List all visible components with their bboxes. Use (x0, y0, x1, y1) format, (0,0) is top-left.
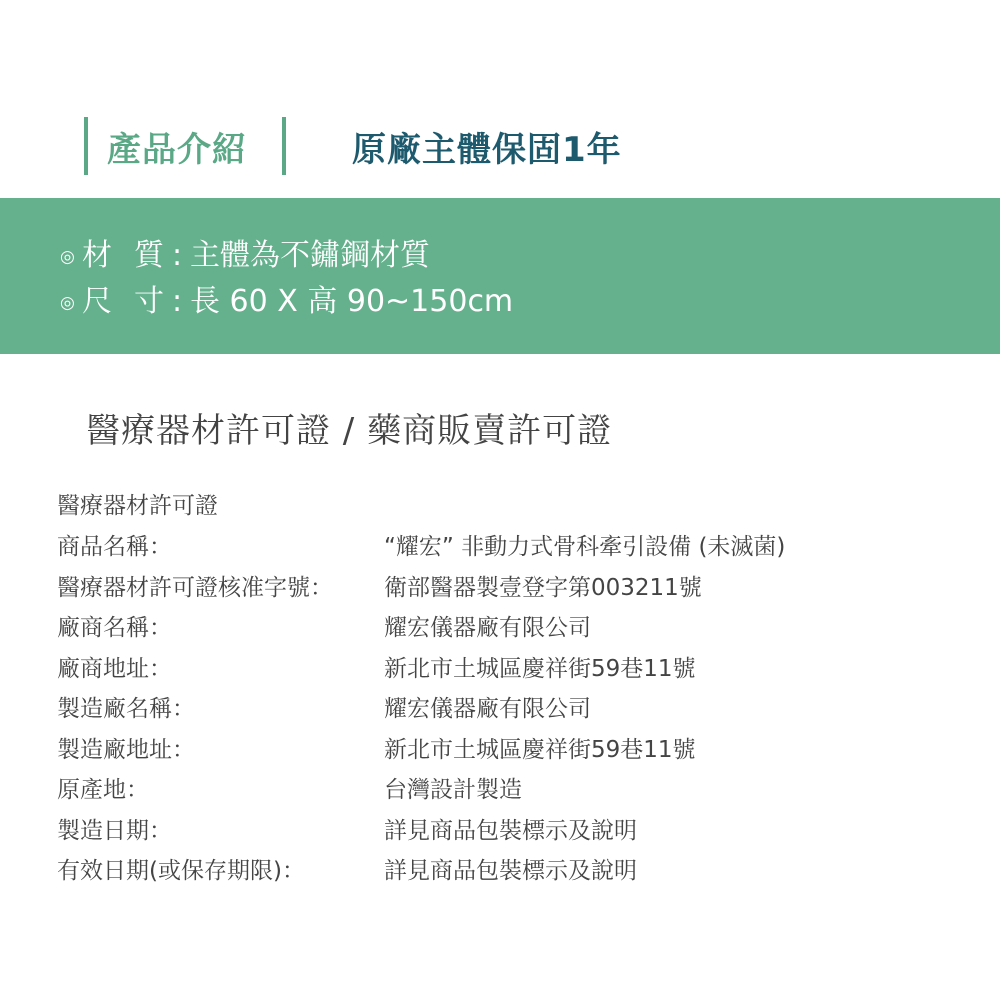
license-key: 廠商名稱： (57, 615, 172, 641)
license-key: 製造廠地址： (57, 737, 195, 763)
spec-band (0, 198, 1000, 354)
license-value: 新北市土城區慶祥街59巷11號 (384, 737, 696, 763)
spec-value: 主體為不鏽鋼材質 (190, 238, 430, 273)
license-value: 詳見商品包裝標示及說明 (384, 818, 637, 844)
license-key: 有效日期(或保存期限)： (57, 858, 305, 884)
spec-row-material (60, 236, 430, 277)
spec-colon: : (171, 284, 183, 319)
license-value: 耀宏儀器廠有限公司 (384, 615, 591, 641)
license-value: “耀宏” 非動力式骨科牽引設備 (未滅菌) (384, 534, 786, 560)
license-key: 製造日期： (57, 818, 172, 844)
license-key: 製造廠名稱： (57, 696, 195, 722)
warranty-title: 原廠主體保固1年 (352, 130, 622, 170)
spec-row-size (60, 282, 513, 323)
license-key: 商品名稱： (57, 534, 172, 560)
license-value: 新北市土城區慶祥街59巷11號 (384, 656, 696, 682)
license-section-title: 醫療器材許可證 / 藥商販賣許可證 (86, 411, 613, 451)
spec-label: 尺 寸 (82, 284, 164, 319)
spec-colon: : (171, 238, 183, 273)
license-heading: 醫療器材許可證 (57, 493, 218, 519)
license-value: 衛部醫器製壹登字第003211號 (384, 575, 702, 601)
bullet-icon: ◎ (60, 293, 75, 313)
spec-value: 長 60 X 高 90~150cm (190, 284, 514, 319)
license-value: 台灣設計製造 (384, 777, 522, 803)
header-divider-right (282, 117, 286, 175)
license-key: 廠商地址： (57, 656, 172, 682)
license-value: 耀宏儀器廠有限公司 (384, 696, 591, 722)
header-divider-left (84, 117, 88, 175)
bullet-icon: ◎ (60, 247, 75, 267)
license-key: 醫療器材許可證核准字號： (57, 575, 333, 601)
product-intro-label: 產品介紹 (107, 130, 247, 170)
spec-label: 材 質 (82, 238, 164, 273)
license-value: 詳見商品包裝標示及說明 (384, 858, 637, 884)
license-key: 原產地： (57, 777, 149, 803)
